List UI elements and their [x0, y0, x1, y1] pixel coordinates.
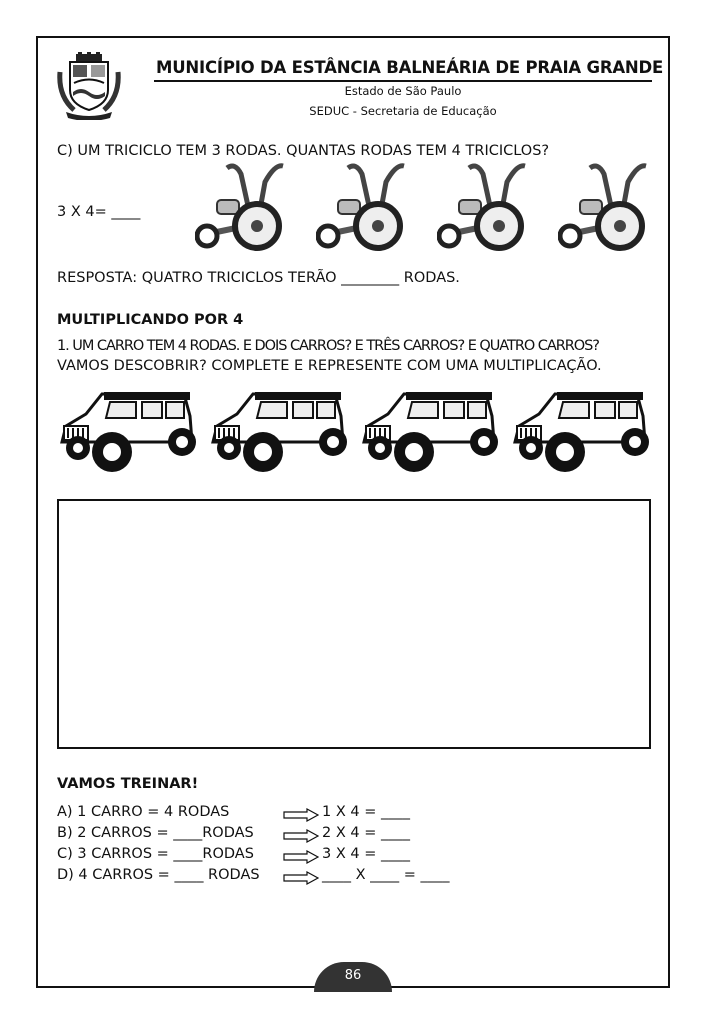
- page-number: 86: [344, 968, 362, 983]
- jeep-icon: [509, 386, 651, 474]
- outline-arrow-icon: [283, 808, 319, 822]
- header-state: Estado de São Paulo: [344, 84, 462, 98]
- tricycle-icon: [558, 160, 658, 252]
- section-line-1: 1. UM CARRO TEM 4 RODAS. E DOIS CARROS? E TRÊS CARROS? E QUATRO CARROS?: [57, 338, 599, 354]
- jeep-icon: [207, 386, 349, 474]
- outline-arrow-icon: [283, 871, 319, 885]
- section-line-2: VAMOS DESCOBRIR? COMPLETE E REPRESENTE COM UMA MULTIPLICAÇÃO.: [57, 358, 602, 374]
- outline-arrow-icon: [283, 829, 319, 843]
- practice-row-a-left: A) 1 CARRO = 4 RODAS: [57, 804, 230, 820]
- jeep-icon: [56, 386, 198, 474]
- practice-row-d-left: D) 4 CARROS = ____ RODAS: [57, 867, 260, 883]
- practice-row-c-left: C) 3 CARROS = ____RODAS: [57, 846, 254, 862]
- municipal-crest-icon: [56, 52, 122, 120]
- question-c-prompt: C) UM TRICICLO TEM 3 RODAS. QUANTAS RODAS TEM 4 TRICICLOS?: [57, 143, 550, 159]
- question-c-equation: 3 X 4= ____: [57, 204, 141, 220]
- practice-row-a-right: 1 X 4 = ____: [322, 804, 410, 820]
- outline-arrow-icon: [283, 850, 319, 864]
- header-title: MUNICÍPIO DA ESTÂNCIA BALNEÁRIA DE PRAIA GRANDE: [156, 58, 664, 77]
- question-c-answer: RESPOSTA: QUATRO TRICICLOS TERÃO ________ RODAS.: [57, 270, 460, 286]
- practice-row-b-right: 2 X 4 = ____: [322, 825, 410, 841]
- jeep-icon: [358, 386, 500, 474]
- section-heading: MULTIPLICANDO POR 4: [57, 312, 244, 328]
- tricycle-icon: [437, 160, 537, 252]
- practice-row-b-left: B) 2 CARROS = ____RODAS: [57, 825, 254, 841]
- practice-heading: VAMOS TREINAR!: [57, 776, 199, 792]
- tricycle-icon: [316, 160, 416, 252]
- header-department: SEDUC - Secretaria de Educação: [309, 104, 497, 118]
- answer-box[interactable]: [57, 499, 651, 749]
- practice-row-c-right: 3 X 4 = ____: [322, 846, 410, 862]
- header-rule: [154, 80, 652, 82]
- tricycle-icon: [195, 160, 295, 252]
- practice-row-d-right: ____ X ____ = ____: [322, 867, 450, 883]
